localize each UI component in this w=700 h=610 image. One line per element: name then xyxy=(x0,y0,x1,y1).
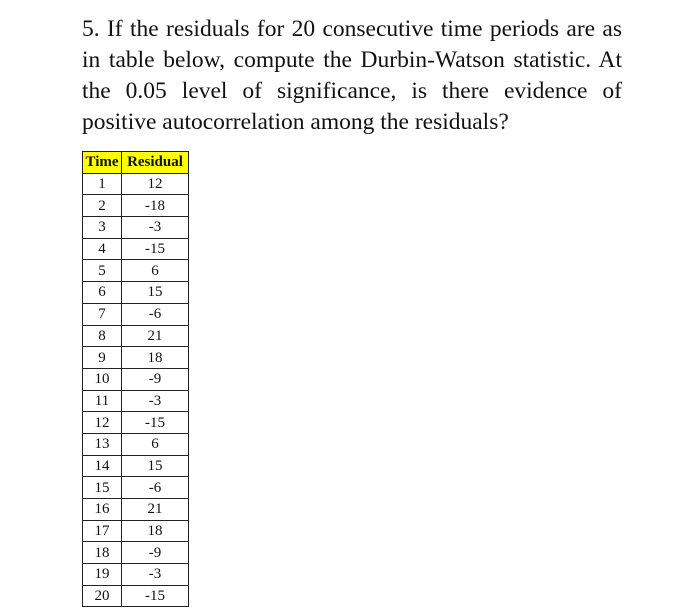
residual-cell: 12 xyxy=(122,173,189,195)
table-row xyxy=(83,564,189,586)
residual-cell: 6 xyxy=(122,433,189,455)
residual-cell: -6 xyxy=(122,303,189,325)
time-cell: 11 xyxy=(83,390,122,412)
table-row xyxy=(83,585,189,607)
residual-cell: -6 xyxy=(122,477,189,499)
residual-cell: -9 xyxy=(122,542,189,564)
time-cell: 9 xyxy=(83,347,122,369)
residual-cell: -15 xyxy=(122,412,189,434)
time-cell: 20 xyxy=(83,585,122,607)
residual-cell: -15 xyxy=(122,585,189,607)
time-cell: 6 xyxy=(83,282,122,304)
residual-cell: 21 xyxy=(122,325,189,347)
time-cell: 14 xyxy=(83,455,122,477)
table-row xyxy=(83,499,189,521)
time-cell: 8 xyxy=(83,325,122,347)
header-residual: Residual xyxy=(122,152,189,174)
table-row xyxy=(83,173,189,195)
table-body xyxy=(83,173,189,607)
table-row xyxy=(83,347,189,369)
table-row xyxy=(83,325,189,347)
table-row xyxy=(83,455,189,477)
table-row xyxy=(83,542,189,564)
residual-cell: -18 xyxy=(122,195,189,217)
residuals-table xyxy=(82,151,189,607)
time-cell: 15 xyxy=(83,477,122,499)
time-cell: 17 xyxy=(83,520,122,542)
residual-cell: -3 xyxy=(122,390,189,412)
time-cell: 18 xyxy=(83,542,122,564)
time-cell: 10 xyxy=(83,368,122,390)
time-cell: 16 xyxy=(83,499,122,521)
time-cell: 4 xyxy=(83,238,122,260)
table-row xyxy=(83,260,189,282)
time-cell: 19 xyxy=(83,564,122,586)
residual-cell: 15 xyxy=(122,282,189,304)
header-time: Time xyxy=(83,152,122,174)
time-cell: 7 xyxy=(83,303,122,325)
table-row xyxy=(83,282,189,304)
question-text: 5. If the residuals for 20 consecutive time periods are as in table below, compute the Durbin-Watson statistic. At the 0.05 level of significance, is there evidence of positive autocorrelation among the residuals? xyxy=(82,16,622,135)
table-row xyxy=(83,390,189,412)
table-row xyxy=(83,238,189,260)
residual-cell: -9 xyxy=(122,368,189,390)
time-cell: 2 xyxy=(83,195,122,217)
residual-cell: -3 xyxy=(122,217,189,239)
table-row xyxy=(83,477,189,499)
residual-cell: 6 xyxy=(122,260,189,282)
table-row xyxy=(83,217,189,239)
residual-cell: 21 xyxy=(122,499,189,521)
time-cell: 13 xyxy=(83,433,122,455)
residual-cell: -15 xyxy=(122,238,189,260)
table-row xyxy=(83,433,189,455)
residual-cell: 18 xyxy=(122,520,189,542)
time-cell: 5 xyxy=(83,260,122,282)
table-row xyxy=(83,195,189,217)
table-row xyxy=(83,412,189,434)
table-header-row xyxy=(83,152,189,174)
table-row xyxy=(83,368,189,390)
table-row xyxy=(83,520,189,542)
residual-cell: -3 xyxy=(122,564,189,586)
time-cell: 1 xyxy=(83,173,122,195)
time-cell: 12 xyxy=(83,412,122,434)
time-cell: 3 xyxy=(83,217,122,239)
residual-cell: 18 xyxy=(122,347,189,369)
residual-cell: 15 xyxy=(122,455,189,477)
table-row xyxy=(83,303,189,325)
